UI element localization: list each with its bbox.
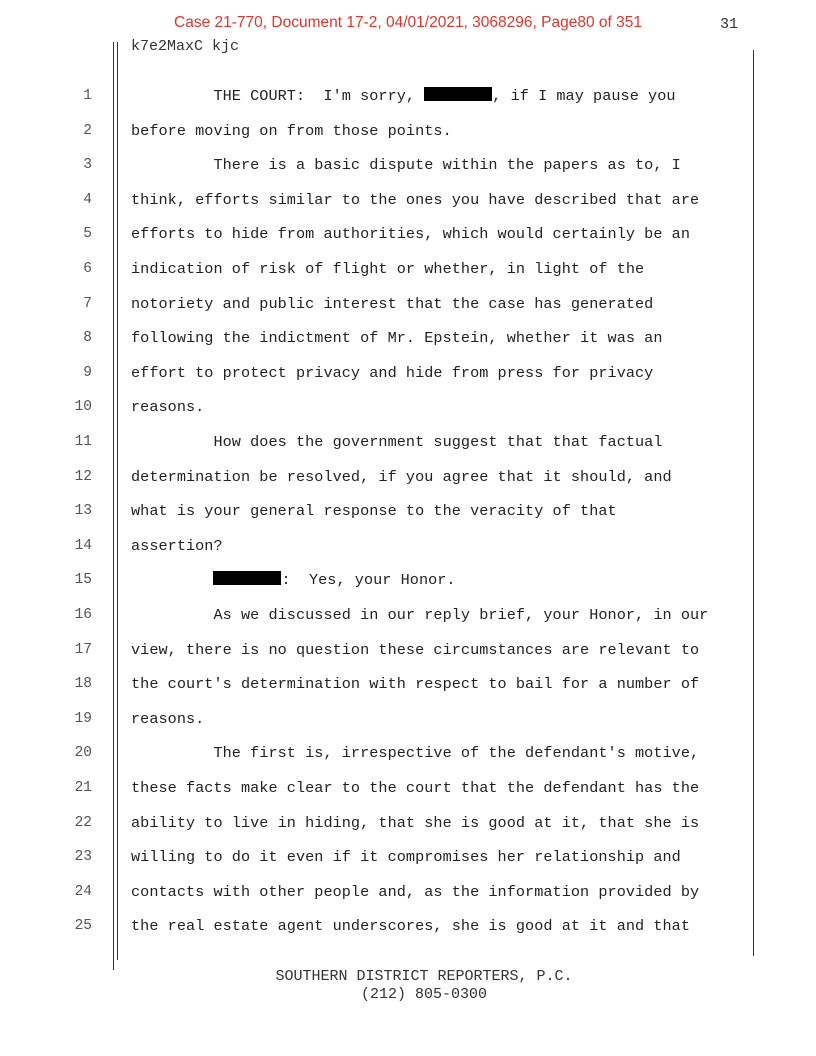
line-text — [131, 468, 672, 486]
transcript-line — [0, 708, 816, 732]
line-number: 3 — [83, 157, 92, 174]
transcript-line — [0, 535, 816, 559]
line-number: 12 — [74, 468, 92, 485]
transcript-line — [0, 396, 816, 420]
line-text-segment: the court's determination with respect to bail for a number of — [131, 675, 700, 694]
line-text-segment: ability to live in hiding, that she is good at it, that she is — [131, 813, 700, 832]
line-text — [131, 710, 204, 728]
transcript-line — [0, 777, 816, 801]
redaction-block — [424, 87, 492, 101]
transcript-line — [0, 258, 816, 282]
line-text-segment: think, efforts similar to the ones you have described that are — [131, 190, 700, 209]
line-text-segment: following the indictment of Mr. Epstein, whether it was an — [131, 329, 663, 348]
line-number: 15 — [74, 572, 92, 589]
line-number: 7 — [83, 295, 92, 312]
line-text-segment: willing to do it even if it compromises her relationship and — [131, 848, 681, 867]
transcript-line — [0, 362, 816, 386]
line-text — [131, 260, 644, 278]
line-number: 2 — [83, 122, 92, 139]
transcript-line — [0, 120, 816, 144]
line-text-segment: notoriety and public interest that the case has generated — [131, 294, 654, 313]
line-text-segment: , if I may pause you — [492, 87, 676, 105]
line-text — [131, 225, 690, 243]
transcript-line — [0, 846, 816, 870]
line-text-segment: reasons. — [131, 398, 205, 417]
line-text-segment: indication of risk of flight or whether, in light of the — [131, 260, 645, 278]
line-text — [131, 364, 653, 382]
line-text-segment: How does the government suggest that that factual — [131, 433, 663, 451]
line-number: 11 — [74, 434, 92, 450]
redaction-block — [213, 571, 281, 585]
line-text — [131, 329, 663, 347]
transcript-line — [0, 85, 816, 109]
line-text — [131, 744, 699, 762]
line-number: 19 — [74, 710, 92, 727]
line-number: 18 — [74, 676, 92, 693]
line-text-segment: reasons. — [131, 709, 205, 728]
transcript-line — [0, 639, 816, 663]
line-text — [131, 122, 452, 140]
transcript-line — [0, 915, 816, 939]
line-number: 22 — [74, 814, 92, 831]
line-number: 13 — [74, 503, 92, 520]
transcript-line — [0, 293, 816, 317]
transcript-line — [0, 431, 816, 455]
line-number: 16 — [74, 607, 92, 623]
line-text-segment: determination be resolved, if you agree that it should, and — [131, 467, 672, 486]
transcript-line — [0, 223, 816, 247]
line-number: 8 — [83, 330, 92, 347]
line-number: 4 — [83, 191, 92, 208]
page-number: 31 — [719, 16, 738, 33]
line-number: 10 — [74, 399, 92, 416]
line-text — [131, 295, 653, 313]
line-text — [131, 883, 699, 901]
transcript-line — [0, 569, 816, 593]
line-text — [131, 398, 204, 416]
line-text-segment: what is your general response to the veracity of that — [131, 502, 617, 521]
line-number: 23 — [74, 849, 92, 866]
line-text — [131, 502, 617, 520]
line-text — [131, 675, 699, 693]
line-number: 21 — [74, 780, 92, 796]
transcript-line — [0, 812, 816, 836]
transcript-line — [0, 604, 816, 628]
line-text-segment: the real estate agent underscores, she is good at it and that — [131, 917, 691, 936]
line-text — [131, 641, 699, 659]
line-text-segment: The first is, irrespective of the defendant's motive, — [131, 744, 700, 763]
line-text-segment: : Yes, your Honor. — [281, 571, 456, 590]
line-number: 9 — [83, 364, 92, 381]
line-number: 1 — [83, 88, 92, 104]
line-text — [131, 848, 681, 866]
line-text — [131, 156, 681, 174]
line-number: 24 — [74, 883, 92, 900]
case-code: k7e2MaxC kjc — [131, 38, 240, 55]
transcript-line — [0, 466, 816, 490]
line-text-segment: contacts with other people and, as the information provided by — [131, 882, 700, 901]
line-text — [131, 814, 699, 832]
line-text-segment: assertion? — [131, 536, 223, 555]
line-text-segment: effort to protect privacy and hide from press for privacy — [131, 363, 654, 382]
line-text-segment: There is a basic dispute within the papers as to, I — [131, 156, 681, 175]
transcript-line — [0, 881, 816, 905]
line-number: 25 — [74, 918, 92, 935]
line-number: 6 — [83, 261, 92, 277]
line-text-segment: view, there is no question these circumstances are relevant to — [131, 640, 700, 659]
line-number: 17 — [74, 641, 92, 658]
line-number: 5 — [83, 226, 92, 243]
line-number: 14 — [74, 537, 92, 554]
transcript-line — [0, 154, 816, 178]
line-text — [131, 433, 663, 451]
line-text-segment: efforts to hide from authorities, which would certainly be an — [131, 225, 691, 244]
line-text-segment: THE COURT: I'm sorry, — [131, 87, 425, 105]
transcript-line — [0, 673, 816, 697]
line-text-segment: before moving on from those points. — [131, 121, 452, 140]
case-header-stamp: Case 21-770, Document 17-2, 04/01/2021, 3068296, Page80 of 351 — [174, 14, 642, 31]
line-text — [131, 537, 223, 555]
line-text — [131, 87, 676, 105]
line-text — [131, 779, 699, 797]
line-text-segment: As we discussed in our reply brief, your Honor, in our — [131, 606, 709, 624]
transcript-line — [0, 500, 816, 524]
line-text — [131, 606, 708, 624]
line-text — [131, 917, 690, 935]
line-text-segment: these facts make clear to the court that the defendant has the — [131, 779, 700, 797]
transcript-line — [0, 742, 816, 766]
footer-phone: (212) 805-0300 — [360, 986, 488, 1003]
transcript-line — [0, 327, 816, 351]
transcript-line — [0, 189, 816, 213]
footer-reporter-name: SOUTHERN DISTRICT REPORTERS, P.C. — [275, 968, 573, 985]
line-text-segment — [131, 571, 213, 589]
line-text — [131, 191, 699, 209]
line-text — [131, 571, 456, 589]
line-number: 20 — [74, 745, 92, 762]
